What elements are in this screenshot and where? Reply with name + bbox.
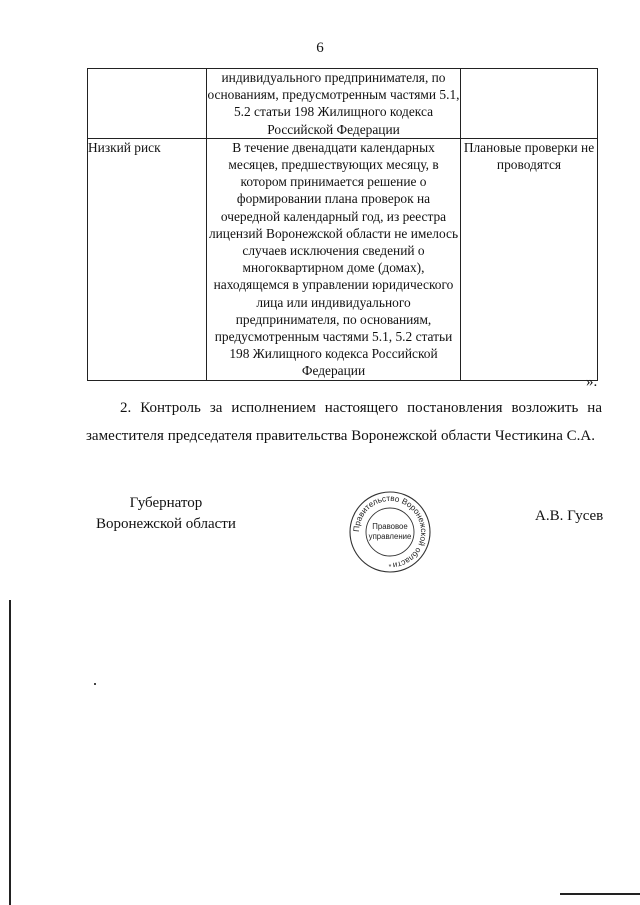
signer-position bbox=[96, 493, 236, 535]
signer-position-line: Воронежской области bbox=[96, 516, 236, 532]
scan-edge-line bbox=[560, 893, 640, 895]
signer-position-line: Губернатор bbox=[129, 495, 203, 511]
table-row bbox=[88, 138, 598, 380]
stamp-ring-text: Правительство Воронежской области bbox=[351, 493, 429, 570]
page-number: 6 bbox=[316, 40, 324, 56]
inspection-frequency-cell bbox=[461, 69, 598, 139]
stamp-star-icon: * bbox=[388, 564, 392, 571]
signer-name: А.В. Гусев bbox=[535, 508, 604, 524]
risk-category-table bbox=[87, 68, 598, 381]
stamp-center-line: Правовое bbox=[372, 522, 408, 531]
closing-quote: ». bbox=[586, 374, 598, 390]
control-paragraph: 2. Контроль за исполнением настоящего постановления возложить на заместителя председателя правительства Воронежской области Честикина С.А. bbox=[86, 400, 602, 444]
risk-criteria-cell: В течение двенадцати календарных месяцев, предшествующих месяцу, в котором принимается решение о формировании плана проверок на очередной календарный год, из реестра лицензий Воронежской области не имелось случаев исключения сведений о многоквартирном доме (домах), находящемся в управлении юридического лица или индивидуального предпринимателя, по основаниям, предусмотренным частями 5.1, 5.2 статьи 198 Жилищного кодекса Российской Федерации bbox=[207, 138, 461, 380]
risk-criteria-cell: индивидуального предпринимателя, по основаниям, предусмотренным частями 5.1, 5.2 статьи 198 Жилищного кодекса Российской Федерации bbox=[207, 70, 460, 137]
scan-speck bbox=[94, 683, 96, 685]
table-row bbox=[88, 69, 598, 139]
risk-category-cell bbox=[88, 69, 207, 139]
risk-category-cell: Низкий риск bbox=[88, 138, 207, 380]
inspection-frequency-cell: Плановые проверки не проводятся bbox=[461, 138, 598, 380]
scan-edge-line bbox=[9, 600, 11, 905]
stamp-center-line: управление bbox=[368, 532, 412, 541]
official-stamp bbox=[338, 490, 442, 574]
